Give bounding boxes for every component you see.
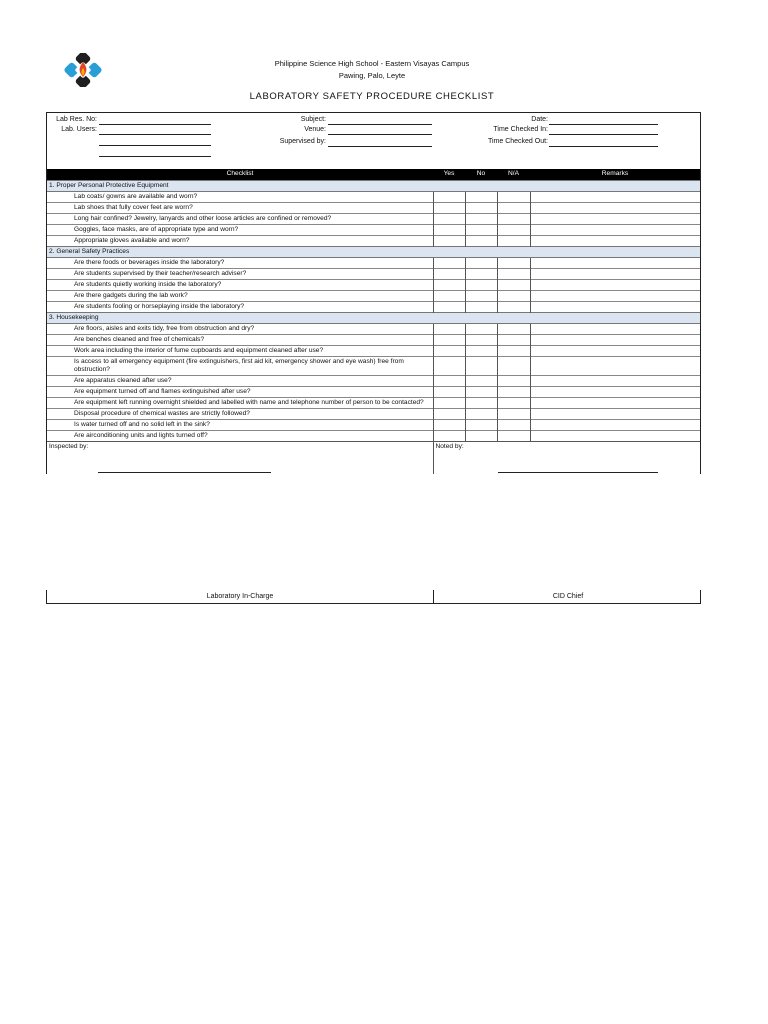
lab-users-field-1[interactable] [99,134,211,135]
na-cell[interactable] [497,386,530,397]
supervised-by-field[interactable] [328,146,432,147]
remarks-cell[interactable] [530,191,700,202]
checklist-question: Work area including the interior of fume cupboards and equipment cleaned after use? [47,345,433,356]
checklist-question: Are students supervised by their teacher/research adviser? [47,268,433,279]
remarks-cell[interactable] [530,268,700,279]
yes-cell[interactable] [433,268,465,279]
no-cell[interactable] [465,356,497,375]
remarks-cell[interactable] [530,334,700,345]
remarks-cell[interactable] [530,301,700,312]
checklist-row [47,375,700,386]
no-cell[interactable] [465,345,497,356]
lab-res-no-field[interactable] [99,124,211,125]
checklist-row [47,386,700,397]
na-cell[interactable] [497,257,530,268]
no-cell[interactable] [465,430,497,441]
date-field[interactable] [549,124,658,125]
checklist-row [47,279,700,290]
remarks-cell[interactable] [530,224,700,235]
checklist-row [47,268,700,279]
col-na: N/A [497,169,530,180]
checklist-row [47,290,700,301]
checklist-question: Long hair confined? Jewelry, lanyards and other loose articles are confined or removed? [47,213,433,224]
no-cell[interactable] [465,202,497,213]
checklist-question: Appropriate gloves available and worn? [47,235,433,246]
section-row [47,246,700,257]
checklist-question: Is access to all emergency equipment (fire extinguishers, first aid kit, emergency shower and eye wash) free from obstruction? [47,356,433,375]
lab-in-charge-label: Laboratory In-Charge [206,593,274,600]
na-cell[interactable] [497,301,530,312]
na-cell[interactable] [497,323,530,334]
page-title: LABORATORY SAFETY PROCEDURE CHECKLIST [249,91,495,102]
checklist-row [47,224,700,235]
remarks-cell[interactable] [530,323,700,334]
yes-cell[interactable] [433,202,465,213]
yes-cell[interactable] [433,279,465,290]
yes-cell[interactable] [433,235,465,246]
lab-users-field-3[interactable] [99,156,211,157]
no-cell[interactable] [465,257,497,268]
no-cell[interactable] [465,323,497,334]
yes-cell[interactable] [433,290,465,301]
checklist-question: Are there gadgets during the lab work? [47,290,433,301]
no-cell[interactable] [465,213,497,224]
na-cell[interactable] [497,345,530,356]
na-cell[interactable] [497,430,530,441]
col-yes: Yes [433,169,465,180]
no-cell[interactable] [465,386,497,397]
remarks-cell[interactable] [530,419,700,430]
na-cell[interactable] [497,279,530,290]
supervised-by-label: Supervised by: [279,138,326,145]
school-name: Philippine Science High School - Eastern Visayas Campus [274,59,470,68]
no-cell[interactable] [465,235,497,246]
checklist-row [47,345,700,356]
checklist-row [47,202,700,213]
section-title: 3. Housekeeping [47,312,700,323]
na-cell[interactable] [497,235,530,246]
na-cell[interactable] [497,356,530,375]
checklist-row [47,213,700,224]
inspected-by-signature-line[interactable] [98,472,271,473]
lab-users-label: Lab. Users: [61,126,97,133]
na-cell[interactable] [497,408,530,419]
date-label: Date: [531,116,548,123]
na-cell[interactable] [497,290,530,301]
section-title: 2. General Safety Practices [47,246,700,257]
remarks-cell[interactable] [530,356,700,375]
venue-label: Venue: [304,126,326,133]
no-cell[interactable] [465,408,497,419]
col-no: No [465,169,497,180]
na-cell[interactable] [497,334,530,345]
yes-cell[interactable] [433,191,465,202]
col-checklist: Checklist [47,169,433,180]
noted-by-label: Noted by: [435,442,464,450]
remarks-cell[interactable] [530,290,700,301]
checklist-question: Are equipment turned off and flames extinguished after use? [47,386,433,397]
yes-cell[interactable] [433,213,465,224]
venue-field[interactable] [328,134,432,135]
inspected-by-label: Inspected by: [49,442,89,450]
lab-users-field-2[interactable] [99,145,211,146]
time-in-label: Time Checked In: [493,126,548,133]
noted-by-signature-line[interactable] [498,472,658,473]
checklist-question: Are benches cleaned and free of chemicals? [47,334,433,345]
yes-cell[interactable] [433,301,465,312]
na-cell[interactable] [497,268,530,279]
subject-label: Subject: [300,116,326,123]
yes-cell[interactable] [433,386,465,397]
checklist-question: Are airconditioning units and lights turned off? [47,430,433,441]
checklist-question: Lab shoes that fully cover feet are worn? [47,202,433,213]
yes-cell[interactable] [433,345,465,356]
remarks-cell[interactable] [530,235,700,246]
yes-cell[interactable] [433,224,465,235]
checklist-row [47,235,700,246]
yes-cell[interactable] [433,430,465,441]
yes-cell[interactable] [433,408,465,419]
checklist-question: Is water turned off and no solid left in the sink? [47,419,433,430]
checklist-question: Are apparatus cleaned after use? [47,375,433,386]
no-cell[interactable] [465,397,497,408]
checklist-row [47,430,700,441]
yes-cell[interactable] [433,397,465,408]
no-cell[interactable] [465,301,497,312]
na-cell[interactable] [497,375,530,386]
remarks-cell[interactable] [530,213,700,224]
section-row [47,180,700,191]
na-cell[interactable] [497,213,530,224]
remarks-cell[interactable] [530,257,700,268]
checklist-row [47,191,700,202]
lab-res-no-label: Lab Res. No: [56,116,97,123]
checklist-question: Are equipment left running overnight shielded and labelled with name and telephone number of person to be contacted? [47,397,433,408]
inspected-by-cell [47,441,433,474]
no-cell[interactable] [465,268,497,279]
remarks-cell[interactable] [530,386,700,397]
checklist-question: Goggles, face masks, are of appropriate type and worn? [47,224,433,235]
na-cell[interactable] [497,397,530,408]
info-block [47,113,700,169]
checklist-row [47,323,700,334]
checklist-row [47,419,700,430]
checklist-row [47,334,700,345]
checklist-form [46,112,701,474]
checklist-row [47,301,700,312]
no-cell[interactable] [465,419,497,430]
checklist-question: Lab coats/ gowns are available and worn? [47,191,433,202]
subject-field[interactable] [328,124,432,125]
time-out-field[interactable] [549,146,658,147]
signature-row [47,441,700,474]
checklist-row [47,397,700,408]
school-address: Pawing, Palo, Leyte [338,71,406,80]
no-cell[interactable] [465,224,497,235]
na-cell[interactable] [497,191,530,202]
checklist-question: Are students fooling or horseplaying inside the laboratory? [47,301,433,312]
time-out-label: Time Checked Out: [487,138,548,145]
pshs-logo [64,53,102,87]
no-cell[interactable] [465,375,497,386]
yes-cell[interactable] [433,356,465,375]
section-title: 1. Proper Personal Protective Equipment [47,180,700,191]
remarks-cell[interactable] [530,202,700,213]
signatory-block [46,590,701,604]
checklist-question: Disposal procedure of chemical wastes are strictly followed? [47,408,433,419]
checklist-row [47,356,700,375]
remarks-cell[interactable] [530,408,700,419]
time-in-field[interactable] [549,134,658,135]
yes-cell[interactable] [433,257,465,268]
yes-cell[interactable] [433,375,465,386]
na-cell[interactable] [497,419,530,430]
na-cell[interactable] [497,202,530,213]
table-header [47,169,700,180]
checklist-question: Are floors, aisles and exits tidy, free from obstruction and dry? [47,323,433,334]
section-row [47,312,700,323]
yes-cell[interactable] [433,323,465,334]
noted-by-cell [433,441,700,474]
no-cell[interactable] [465,279,497,290]
remarks-cell[interactable] [530,430,700,441]
cid-chief-label: CID Chief [552,593,584,600]
checklist-row [47,408,700,419]
yes-cell[interactable] [433,334,465,345]
checklist-question: Are there foods or beverages inside the laboratory? [47,257,433,268]
col-remarks: Remarks [530,169,700,180]
yes-cell[interactable] [433,419,465,430]
checklist-question: Are students quietly working inside the laboratory? [47,279,433,290]
no-cell[interactable] [465,334,497,345]
na-cell[interactable] [497,224,530,235]
no-cell[interactable] [465,290,497,301]
remarks-cell[interactable] [530,345,700,356]
remarks-cell[interactable] [530,397,700,408]
checklist-row [47,257,700,268]
remarks-cell[interactable] [530,375,700,386]
checklist-table [47,169,700,474]
no-cell[interactable] [465,191,497,202]
remarks-cell[interactable] [530,279,700,290]
